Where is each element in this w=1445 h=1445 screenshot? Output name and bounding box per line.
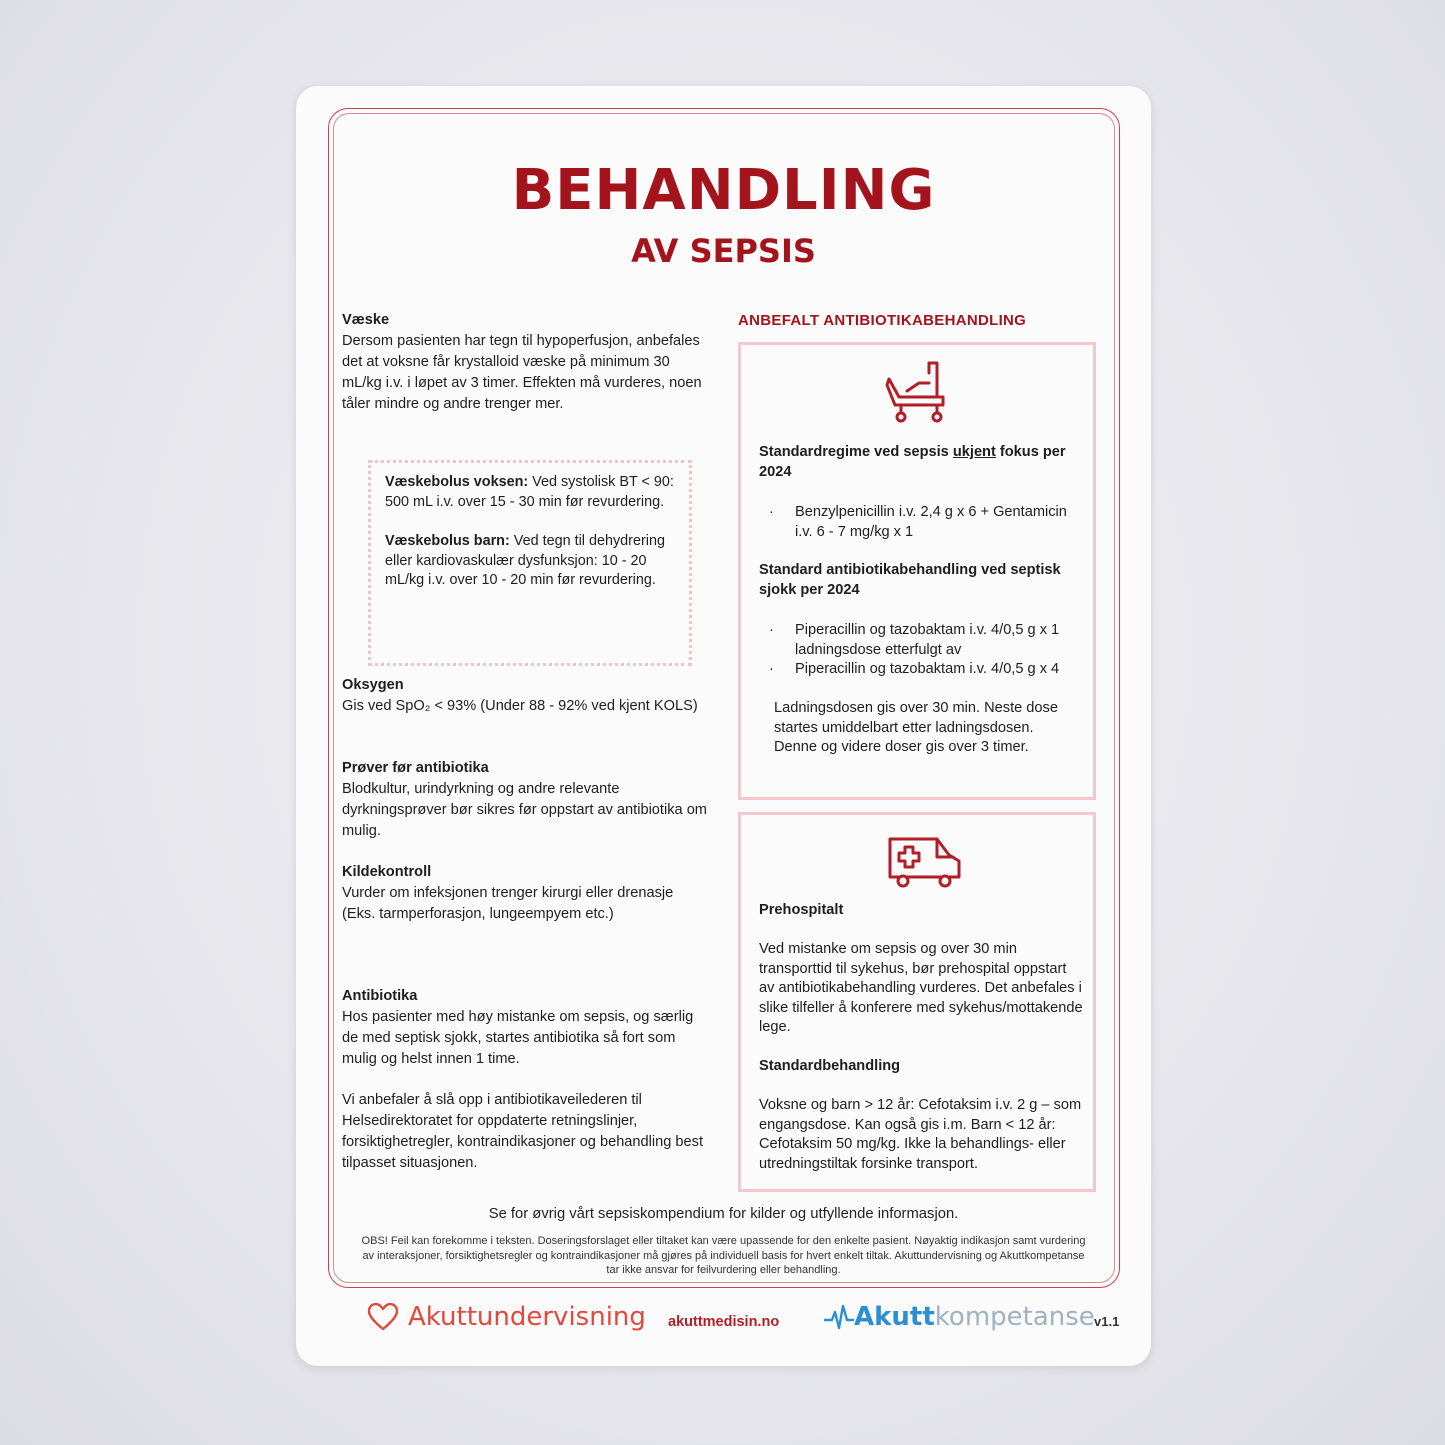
page-title: BEHANDLING [511,158,936,223]
septic-shock-list [759,621,1079,680]
akuttundervisning-logo: Akuttundervisning [368,1302,646,1332]
prehospital-heading: Prehospitalt [759,902,844,918]
antibiotic-regime-box [738,342,1096,800]
disclaimer: OBS! Feil kan forekomme i teksten. Doseringsforslaget eller tiltaket kan være upassende for den enkelte pasient. Nøyaktig indikasjon samt vurdering av interaksjoner, forsiktighetsregler og kontraindikasjoner må gjøres på individuell basis for hvert enkelt tiltak. Akuttundervisning og Akuttkompetanse tar ikke ansvar for feilvurdering eller behandling. [361,1235,1086,1277]
standard-treatment-heading: Standardbehandling [759,1058,901,1074]
section-heading: Kildekontroll [342,864,432,880]
section-antibiotika [342,986,710,1174]
loading-dose-note: Ladningsdosen gis over 30 min. Neste dose startes umiddelbart etter ladningsdosen. Denne og videre doser gis over 3 timer. [774,700,1058,756]
septic-shock-heading: Standard antibiotikabehandling ved septisk sjokk per 2024 [759,562,1061,598]
website-link[interactable]: akuttmedisin.no [668,1314,780,1330]
list-item: · Piperacillin og tazobaktam i.v. 4/0,5 g x 4 [759,660,1079,680]
section-text: Dersom pasienten har tegn til hypoperfusjon, anbefales det at voksne får krystalloid væske på minimum 30 mL/kg i.v. i løpet av 3 timer. Effekten må vurderes, noen tåler mindre og andre trenger mer. [342,333,702,412]
regime-list [759,503,1069,542]
bolus-adult-text: Ved systolisk BT < 90: 500 mL i.v. over 15 - 30 min før revurdering. [385,474,674,510]
section-text: Blodkultur, urindyrkning og andre relevante dyrkningsprøver bør sikres før oppstart av antibiotika om mulig. [342,781,707,839]
section-kildekontroll [342,862,710,925]
section-heading: Antibiotika [342,988,418,1004]
sepsis-card [296,86,1151,1366]
akuttkompetanse-logo: Akutt kompetanse [824,1302,1095,1332]
bolus-adult-label: Væskebolus voksen: [385,474,529,490]
section-text: Vurder om infeksjonen trenger kirurgi eller drenasje (Eks. tarmperforasjon, lungeempyem etc.) [342,885,674,922]
list-item: · Benzylpenicillin i.v. 2,4 g x 6 + Gentamicin i.v. 6 - 7 mg/kg x 1 [759,503,1069,542]
hospital-bed-icon [883,361,951,425]
section-prover [342,758,710,842]
section-vaeske [342,310,710,415]
antibiotic-heading: ANBEFALT ANTIBIOTIKABEHANDLING [738,312,1027,329]
regime-heading: Standardregime ved sepsis ukjent fokus per 2024 [759,444,1066,480]
ambulance-icon [887,835,963,889]
section-heading: Oksygen [342,677,404,693]
bolus-child-text: Ved tegn til dehydrering eller kardiovaskulær dysfunksjon: 10 - 20 mL/kg i.v. over 10 - 20 min før revurdering. [385,533,665,588]
prehospital-box [738,812,1096,1192]
bolus-child-label: Væskebolus barn: [385,533,510,549]
fluid-bolus-box [368,460,692,666]
section-heading: Væske [342,312,390,328]
pulse-icon [824,1302,854,1332]
section-text: Hos pasienter med høy mistanke om sepsis, og særlig de med septisk sjokk, startes antibiotika så fort som mulig og helst innen 1 time. [342,1009,694,1067]
heart-icon [368,1303,398,1331]
section-heading: Prøver før antibiotika [342,760,489,776]
page-subtitle: AV SEPSIS [631,232,816,270]
prehospital-text: Ved mistanke om sepsis og over 30 min transporttid til sykehus, bør prehospital oppstart av antibiotikabehandling vurderes. Det anbefales i slike tilfeller å konferere med sykehus/mottakende lege. [759,941,1083,1036]
list-item: · Piperacillin og tazobaktam i.v. 4/0,5 g x 1 ladningsdose etterfulgt av [759,621,1079,660]
standard-treatment-text: Voksne og barn > 12 år: Cefotaksim i.v. 2 g – som engangsdose. Kan også gis i.m. Barn < 12 år: Cefotaksim 50 mg/kg. Ikke la behandlings- eller utredningstiltak forsinke transport. [759,1097,1082,1172]
section-oksygen [342,675,710,717]
version-label: v1.1 [1094,1314,1120,1329]
section-text: Gis ved SpO₂ < 93% (Under 88 - 92% ved kjent KOLS) [342,698,698,714]
footer-note: Se for øvrig vårt sepsiskompendium for kilder og utfyllende informasjon. [488,1206,959,1222]
section-text: Vi anbefaler å slå opp i antibiotikaveilederen til Helsedirektoratet for oppdaterte retningslinjer, forsiktighetregler, kontraindikasjoner og behandling best tilpasset situasjonen. [342,1092,704,1171]
